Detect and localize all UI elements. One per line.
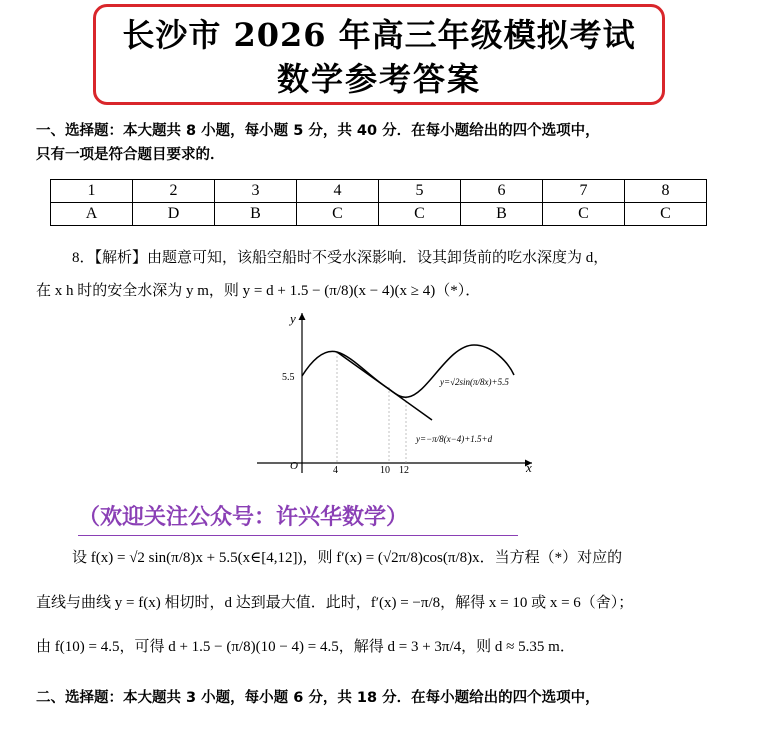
- tangent-line: [337, 352, 432, 420]
- question-number-cell: 7: [543, 180, 625, 203]
- section1-line1: 一、选择题：本大题共 8 小题，每小题 5 分，共 40 分．在每小题给出的四个选项中，: [36, 123, 600, 139]
- section1-line2: 只有一项是符合题目要求的．: [36, 147, 225, 163]
- solution8-line2: 在 x h 时的安全水深为 y m，则 y = d + 1.5 − (π/8)(x − 4)(x ≥ 4)（*）．: [36, 283, 481, 299]
- x-tick-label-10: 10: [380, 465, 390, 476]
- origin-label: O: [290, 460, 298, 472]
- sine-curve: [302, 345, 514, 397]
- answer-cell: C: [625, 203, 707, 226]
- x-tick-label-4: 4: [333, 465, 338, 476]
- solution8-line1: 8．【解析】由题意可知，该船空船时不受水深影响．设其卸货前的吃水深度为 d，: [72, 250, 609, 266]
- answer-cell: B: [215, 203, 297, 226]
- question-number-cell: 8: [625, 180, 707, 203]
- question-number-cell: 5: [379, 180, 461, 203]
- answer-cell: D: [133, 203, 215, 226]
- page-subtitle: 数学参考答案: [276, 60, 481, 98]
- x-axis-label: x: [526, 460, 532, 475]
- question-number-cell: 2: [133, 180, 215, 203]
- page-title: 长沙市 2026 年高三年级模拟考试: [122, 16, 636, 54]
- question-number-cell: 3: [215, 180, 297, 203]
- solution8-line3: 设 f(x) = √2 sin(π/8)x + 5.5(x∈[4,12])，则 f′(x) = (√2π/8)cos(π/8)x．当方程（*）对应的: [72, 550, 623, 566]
- y-tick-label: 5.5: [282, 372, 295, 383]
- answer-cell: C: [543, 203, 625, 226]
- section1-heading: [36, 119, 600, 167]
- curve-label: y=√2sin(π/8x)+5.5: [440, 377, 509, 387]
- solution8-line5: 由 f(10) = 4.5，可得 d + 1.5 − (π/8)(10 − 4) = 4.5，解得 d = 3 + 3π/4，则 d ≈ 5.35 m．: [36, 639, 575, 655]
- watermark-text: （欢迎关注公众号：许兴华数学）: [78, 503, 518, 536]
- y-axis-label: y: [290, 311, 296, 326]
- answer-cell: C: [297, 203, 379, 226]
- answer-cell: B: [461, 203, 543, 226]
- answer-cell: A: [51, 203, 133, 226]
- solution8-line4: 直线与曲线 y = f(x) 相切时，d 达到最大值．此时，f′(x) = −π/8，解得 x = 10 或 x = 6（舍）；: [36, 595, 634, 611]
- function-graph: [252, 307, 542, 477]
- section2-heading: 二、选择题：本大题共 3 小题，每小题 6 分，共 18 分．在每小题给出的四个选项中，: [36, 690, 600, 706]
- answer-cell: C: [379, 203, 461, 226]
- question-number-cell: 6: [461, 180, 543, 203]
- line-label: y=−π/8(x−4)+1.5+d: [416, 434, 493, 444]
- answer-table: [50, 179, 707, 226]
- question-number-cell: 1: [51, 180, 133, 203]
- title-box: [93, 4, 665, 105]
- question-number-cell: 4: [297, 180, 379, 203]
- answer-table-number-row: [51, 180, 707, 203]
- answer-table-answer-row: [51, 203, 707, 226]
- x-tick-label-12: 12: [399, 465, 409, 476]
